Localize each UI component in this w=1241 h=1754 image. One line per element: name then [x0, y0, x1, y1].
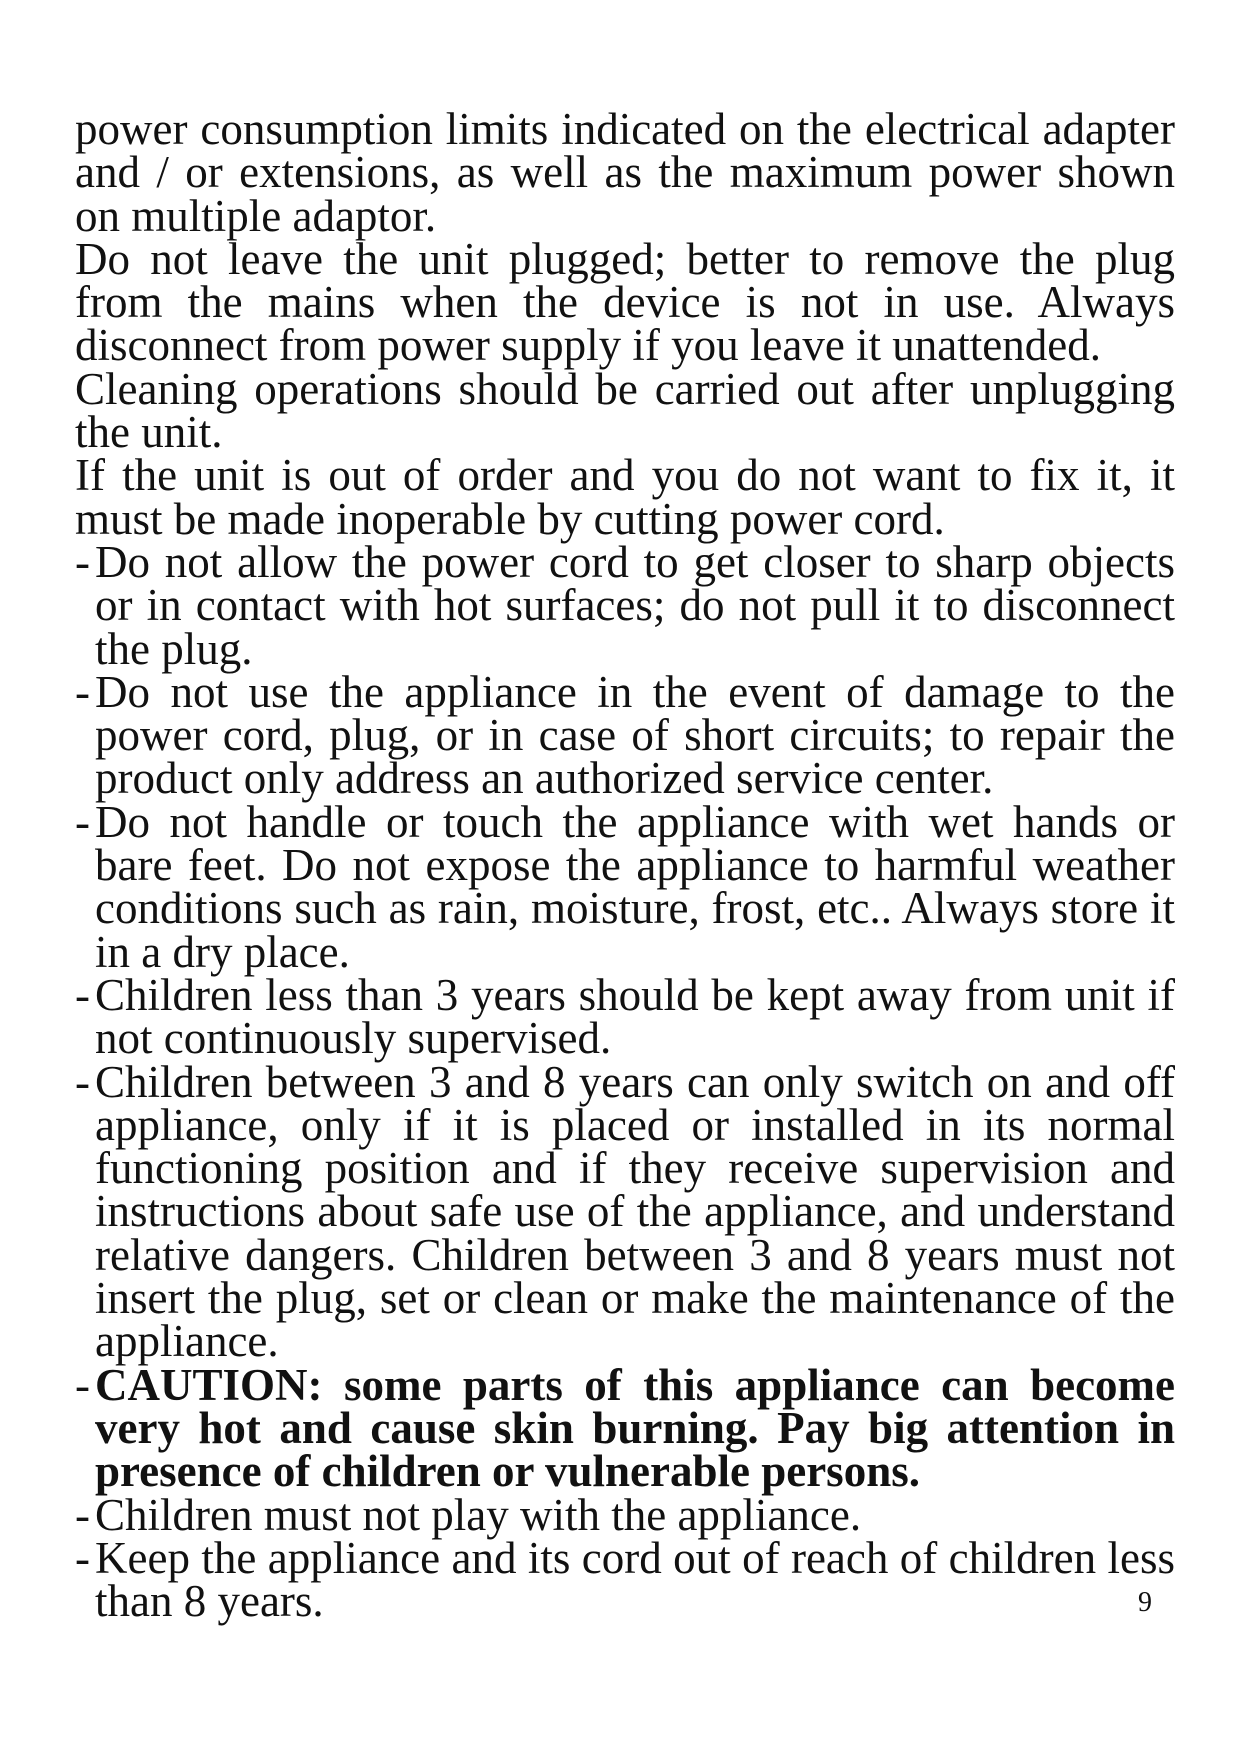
- safety-list: [75, 536, 1175, 1627]
- bullet-dash: -: [75, 536, 90, 587]
- list-item: [75, 1056, 1175, 1367]
- list-item-text: Children less than 3 years should be kept away from unit if not continuously supervised.: [95, 969, 1175, 1064]
- list-item: [75, 536, 1175, 674]
- caution-text: CAUTION: some parts of this appliance can become very hot and cause skin burning. Pay big attention in presence of children or vulnerable persons.: [95, 1359, 1175, 1497]
- list-item-caution: [75, 1359, 1175, 1497]
- list-item: [75, 796, 1175, 977]
- bullet-dash: -: [75, 1056, 90, 1107]
- paragraph-power-limits: power consumption limits indicated on the electrical adapter and / or extensions, as well as the maximum power shown on multiple adaptor.: [75, 104, 1175, 241]
- list-item-text: Children must not play with the appliance.: [95, 1489, 862, 1540]
- page-content: [75, 104, 1175, 1627]
- bullet-dash: -: [75, 666, 90, 717]
- paragraph-unplug: Do not leave the unit plugged; better to remove the plug from the mains when the device is not in use. Always disconnect from power supply if you leave it unattended.: [75, 233, 1175, 371]
- bullet-dash: -: [75, 796, 90, 847]
- list-item: [75, 1489, 1175, 1540]
- page-number: 9: [1138, 1587, 1152, 1618]
- bullet-dash: -: [75, 1359, 90, 1410]
- bullet-dash: -: [75, 1489, 90, 1540]
- list-item-text: Keep the appliance and its cord out of reach of children less than 8 years.: [95, 1532, 1175, 1627]
- list-item-text: Do not allow the power cord to get closer to sharp objects or in contact with hot surfaces; do not pull it to disconnect the plug.: [95, 536, 1175, 674]
- list-item-text: Do not use the appliance in the event of damage to the power cord, plug, or in case of short circuits; to repair the product only address an authorized service center.: [95, 666, 1175, 804]
- paragraph-cleaning: Cleaning operations should be carried out after unplugging the unit.: [75, 363, 1175, 458]
- list-item-text: Do not handle or touch the appliance with wet hands or bare feet. Do not expose the appliance to harmful weather conditions such as rain, moisture, frost, etc.. Always store it in a dry place.: [95, 796, 1175, 977]
- list-item-text: Children between 3 and 8 years can only switch on and off appliance, only if it is placed or installed in its normal functioning position and if they receive supervision and instructions about safe use of the appliance, and understand relative dangers. Children between 3 and 8 years must not insert the plug, set or clean or make the maintenance of the appliance.: [95, 1056, 1175, 1367]
- bullet-dash: -: [75, 1532, 90, 1583]
- list-item: [75, 1532, 1175, 1627]
- list-item: [75, 666, 1175, 804]
- list-item: [75, 969, 1175, 1064]
- paragraph-out-of-order: If the unit is out of order and you do not want to fix it, it must be made inoperable by cutting power cord.: [75, 450, 1175, 544]
- bullet-dash: -: [75, 969, 90, 1020]
